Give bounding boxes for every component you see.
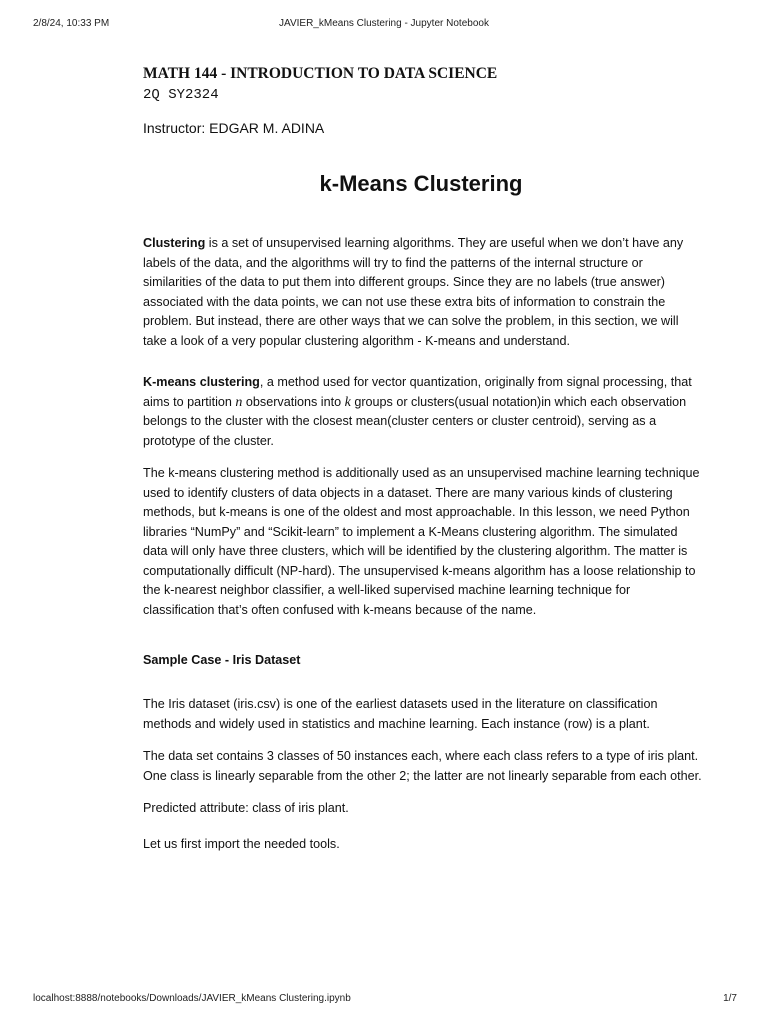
clustering-paragraph (143, 234, 703, 351)
print-footer (33, 993, 737, 1007)
kmeans-paragraph (143, 373, 703, 451)
page-number: 1/7 (723, 993, 737, 1004)
print-header (33, 18, 735, 32)
print-doc-title: JAVIER_kMeans Clustering - Jupyter Notebook (279, 18, 489, 29)
kmeans-text-a: , a method used for vector quantization, originally from signal processing, that aims to partition (143, 375, 692, 409)
kmeans-term: K-means clustering (143, 375, 260, 389)
instructor-line: Instructor: EDGAR M. ADINA (143, 120, 325, 136)
predicted-paragraph: Predicted attribute: class of iris plant. (143, 801, 349, 815)
classes-paragraph: The data set contains 3 classes of 50 instances each, where each class refers to a type of iris plant. One class is linearly separable from the other 2; the latter are not linearly separable from each other. (143, 749, 702, 783)
kmeans-text-c: groups or clusters(usual notation)in which each observation belongs to the cluster with the closest mean(cluster centers or cluster centroid), serving as a prototype of the cluster. (143, 394, 687, 448)
course-title: MATH 144 - INTRODUCTION TO DATA SCIENCE (143, 65, 498, 82)
clustering-text: is a set of unsupervised learning algorithms. They are useful when we don’t have any labels of the data, and the algorithms will try to find the patterns of the internal structure or similarities of the data to put them into different groups. Since they are no labels (true answer) associated with the data points, we can not use these extra bits of information to constrain the problem. But instead, there are other ways that we can solve the problem, in this section, we will take a look of a very popular clustering algorithm - K-means and understand. (143, 236, 684, 348)
page-title: k-Means Clustering (319, 171, 523, 196)
clustering-term: Clustering (143, 236, 206, 250)
notebook-content (143, 64, 703, 854)
kmeans-text-b: observations into (242, 394, 345, 409)
import-paragraph: Let us first import the needed tools. (143, 836, 340, 851)
iris-paragraph: The Iris dataset (iris.csv) is one of the earliest datasets used in the literature on classification methods and widely used in statistics and machine learning. Each instance (row) is a plant. (143, 697, 658, 731)
math-n: n (235, 394, 243, 410)
method-paragraph: The k-means clustering method is additionally used as an unsupervised machine learning technique used to identify clusters of data objects in a dataset. There are many various kinds of clustering methods, but k-means is one of the oldest and most approachable. In this lesson, we need Python libraries “NumPy” and “Scikit-learn” to implement a K-Means clustering algorithm. The simulated data will only have three clusters, which will be identified by the clustering algorithm. The matter is computationally difficult (NP-hard). The unsupervised k-means algorithm has a loose relationship to the k-nearest neighbor classifier, a well-liked supervised machine learning technique for classification that’s often confused with k-means because of the name. (143, 466, 700, 617)
print-url: localhost:8888/notebooks/Downloads/JAVIER_kMeans Clustering.ipynb (33, 993, 351, 1004)
course-term: 2Q SY2324 (143, 87, 219, 103)
print-date: 2/8/24, 10:33 PM (33, 18, 110, 29)
sample-case-heading: Sample Case - Iris Dataset (143, 653, 301, 667)
math-k: k (344, 394, 351, 410)
